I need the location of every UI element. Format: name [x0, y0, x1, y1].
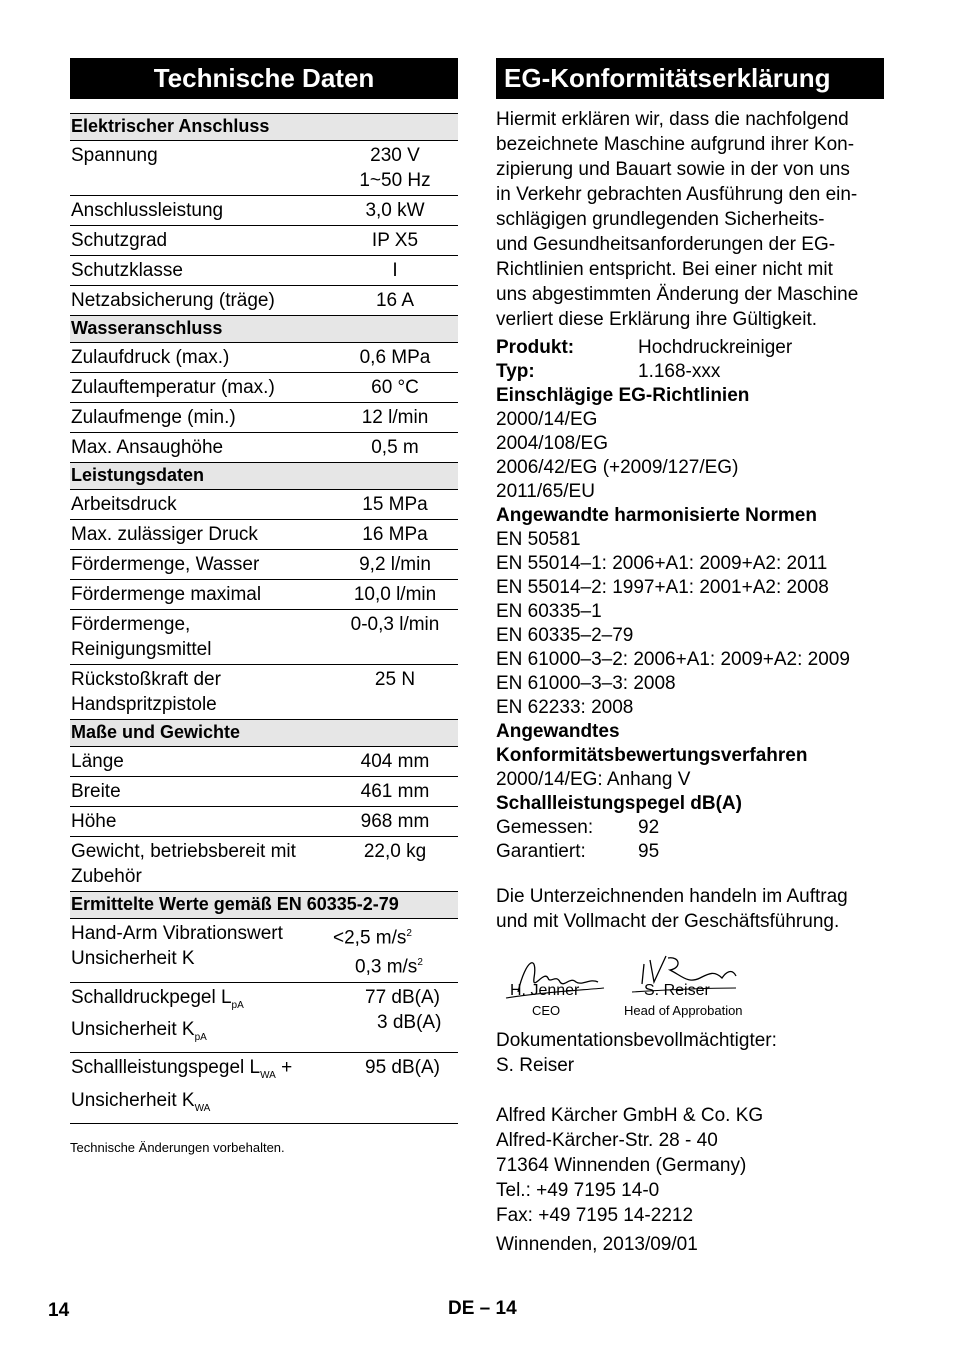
spec-label: Rückstoßkraft der Handspritzpistole [71, 669, 221, 715]
spec-row [70, 226, 458, 256]
text-line: Alfred-Kärcher-Str. 28 - 40 [496, 1130, 718, 1151]
spec-label: Schalldruckpegel $L_{pA}$ Unsicherheit $K_{pA}$ [71, 986, 244, 1044]
spec-row-vibration [70, 919, 458, 983]
spec-row [70, 747, 458, 777]
measured-row: Gemessen: 92 [496, 817, 660, 838]
text-line: EN 55014–1: 2006+A1: 2009+A2: 2011 [496, 553, 828, 574]
text-line: Fax: +49 7195 14-2212 [496, 1205, 694, 1226]
spec-row [70, 490, 458, 520]
spec-row [70, 837, 458, 892]
spec-row [70, 343, 458, 373]
type-row: Typ: 1.168-xxx [496, 361, 721, 382]
place-date: Winnenden, 2013/09/01 [496, 1234, 698, 1255]
text-line: Hiermit erklären wir, dass die nachfolgend [496, 109, 849, 130]
declaration-title: EG-Konformitätserklärung [496, 58, 884, 99]
procedure-heading: Angewandtes Konformitätsbewertungsverfahren [496, 721, 808, 766]
text-line: Richtlinien entspricht. Bei einer nicht mit [496, 259, 833, 280]
spec-label: Fördermenge maximal [71, 584, 262, 605]
spec-value: 968 mm [360, 811, 430, 832]
spec-row [70, 777, 458, 807]
spec-label: Gewicht, betriebsbereit mit Zubehör [71, 841, 296, 887]
spec-label: Zulauftemperatur (max.) [71, 377, 275, 398]
signatory-2-name: S. Reiser [644, 982, 710, 999]
section-heading: Leistungsdaten [70, 463, 458, 490]
signatory-1-name: H. Jenner [510, 982, 580, 999]
text-line: EN 50581 [496, 529, 581, 550]
section-heading-emitted: Ermittelte Werte gemäß EN 60335-2-79 [70, 892, 458, 919]
section-heading: Elektrischer Anschluss [70, 114, 458, 141]
spec-row [70, 256, 458, 286]
spec-label: Fördermenge, Reinigungsmittel [71, 614, 212, 660]
spec-label: Arbeitsdruck [71, 494, 177, 515]
section-heading: Wasseranschluss [70, 316, 458, 343]
text-line: schlägigen grundlegenden Sicherheits- [496, 209, 825, 230]
product-info [496, 336, 884, 384]
spec-value: 461 mm [360, 781, 430, 802]
signatory-2-role: Head of Approbation [624, 1003, 743, 1018]
signature-image [504, 948, 764, 1010]
technical-data-title: Technische Daten [70, 58, 458, 99]
spec-value: 95 dB(A) [365, 1057, 440, 1079]
spec-value: 230 V 1~50 Hz [359, 145, 431, 191]
spec-value: I [392, 260, 398, 281]
spec-label: Spannung [71, 145, 158, 166]
text-line: zipierung und Bauart sowie in der von uns [496, 159, 850, 180]
spec-label: Netzabsicherung (träge) [71, 290, 275, 311]
text-line: 2011/65/EU [496, 481, 595, 502]
technical-data-column [70, 58, 458, 1155]
spec-value: 22,0 kg [363, 841, 427, 862]
spec-value: 9,2 l/min [359, 554, 431, 575]
text-line: 2000/14/EG [496, 409, 598, 430]
text-line: Alfred Kärcher GmbH & Co. KG [496, 1105, 764, 1126]
spec-row [70, 373, 458, 403]
declaration-column [496, 58, 884, 1257]
text-line: bezeichnete Maschine aufgrund ihrer Kon- [496, 134, 855, 155]
procedure-value: 2000/14/EG: Anhang V [496, 769, 691, 790]
spec-label: Zulaufdruck (max.) [71, 347, 230, 368]
product-row: Produkt: Hochdruckreiniger [496, 337, 793, 358]
page-number: 14 [48, 1300, 70, 1321]
text-line: 71364 Winnenden (Germany) [496, 1155, 747, 1176]
page-label: DE – 14 [448, 1298, 517, 1319]
text-line: EN 60335–1 [496, 601, 602, 622]
spec-row [70, 550, 458, 580]
spec-value: 0,6 MPa [359, 347, 431, 368]
spec-row [70, 286, 458, 316]
spec-row [70, 433, 458, 463]
directives-heading: Einschlägige EG-Richtlinien [496, 385, 750, 406]
spec-label: Hand-Arm Vibrationswert Unsicherheit K [71, 923, 283, 969]
spec-value: IP X5 [371, 230, 419, 251]
spec-row-sound-pressure [70, 983, 458, 1054]
spec-label: Länge [71, 751, 124, 772]
spec-value: 15 MPa [362, 494, 428, 515]
directives-list [496, 408, 884, 504]
spec-row-sound-power [70, 1053, 458, 1124]
text-line: Tel.: +49 7195 14-0 [496, 1180, 660, 1201]
spec-row [70, 665, 458, 720]
spec-label: Zulaufmenge (min.) [71, 407, 236, 428]
text-line: Die Unterzeichnenden handeln im Auftrag [496, 886, 848, 907]
text-line: 2006/42/EG (+2009/127/EG) [496, 457, 739, 478]
norms-list [496, 528, 884, 720]
spec-label: Schallleistungspegel $L_{WA}$ + Unsicherheit $K_{WA}$ [71, 1057, 293, 1114]
spec-row [70, 520, 458, 550]
text-line: EN 55014–2: 1997+A1: 2001+A2: 2008 [496, 577, 829, 598]
documentation-representative: Dokumentationsbevollmächtigter: S. Reiser [496, 1030, 777, 1076]
spec-value: 0,5 m [371, 437, 419, 458]
guaranteed-row: Garantiert: 95 [496, 841, 660, 862]
spec-value: 77 dB(A) 3 dB(A) [365, 986, 442, 1033]
signature-block [496, 948, 884, 1048]
footnote: Technische Änderungen vorbehalten. [70, 1139, 285, 1155]
spec-sections [70, 114, 458, 892]
spec-value: 25 N [374, 669, 416, 690]
spec-label: Schutzgrad [71, 230, 168, 251]
spec-label: Schutzklasse [71, 260, 183, 281]
spec-value: 60 °C [371, 377, 419, 398]
company-address [496, 1103, 884, 1228]
spec-value: 10,0 l/min [353, 584, 437, 605]
spec-row [70, 610, 458, 665]
spec-row [70, 580, 458, 610]
spec-value: 12 l/min [361, 407, 429, 428]
spec-value: 16 A [375, 290, 415, 311]
spec-value: 3,0 kW [365, 200, 425, 221]
spec-row [70, 403, 458, 433]
technical-data-table [70, 113, 458, 1124]
text-line: in Verkehr gebrachten Ausführung den ein- [496, 184, 858, 205]
spec-label: Anschlussleistung [71, 200, 224, 221]
section-heading: Maße und Gewichte [70, 720, 458, 747]
spec-value: 0-0,3 l/min [350, 614, 440, 635]
text-line: EN 60335–2–79 [496, 625, 634, 646]
text-line: und Gesundheitsanforderungen der EG- [496, 234, 836, 255]
declaration-intro [496, 107, 884, 332]
spec-label: Fördermenge, Wasser [71, 554, 260, 575]
text-line: verliert diese Erklärung ihre Gültigkeit. [496, 309, 818, 330]
spec-value: 404 mm [360, 751, 430, 772]
spec-value: <2,5 $m/s^2$ 0,3 $m/s^2$ [333, 927, 423, 978]
spec-label: Max. zulässiger Druck [71, 524, 258, 545]
text-line: und mit Vollmacht der Geschäftsführung. [496, 911, 840, 932]
signatories-text [496, 884, 884, 934]
spec-label: Höhe [71, 811, 117, 832]
text-line: 2004/108/EG [496, 433, 608, 454]
spec-row [70, 141, 458, 196]
spec-label: Breite [71, 781, 121, 802]
text-line: EN 61000–3–3: 2008 [496, 673, 676, 694]
text-line: EN 61000–3–2: 2006+A1: 2009+A2: 2009 [496, 649, 850, 670]
spec-label: Max. Ansaughöhe [71, 437, 224, 458]
norms-heading: Angewandte harmonisierte Normen [496, 505, 817, 526]
spec-row [70, 807, 458, 837]
spec-row [70, 196, 458, 226]
sound-heading: Schallleistungspegel dB(A) [496, 793, 742, 814]
text-line: EN 62233: 2008 [496, 697, 634, 718]
signatory-1-role: CEO [532, 1003, 561, 1018]
spec-value: 16 MPa [362, 524, 428, 545]
text-line: uns abgestimmten Änderung der Maschine [496, 284, 859, 305]
